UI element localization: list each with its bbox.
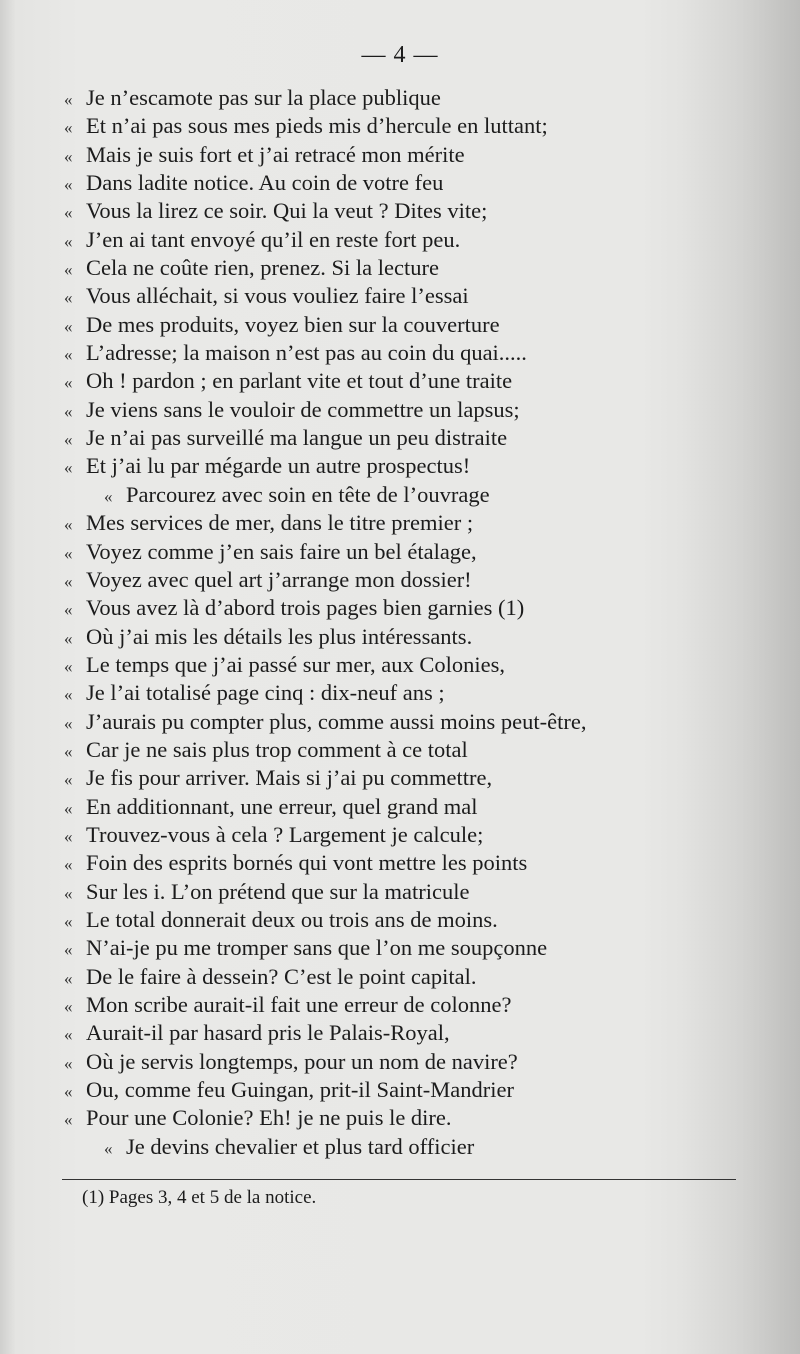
opening-quote-mark: « — [64, 543, 73, 563]
verse-text: Le temps que j’ai passé sur mer, aux Colonies, — [86, 651, 505, 677]
verse-text: Je fis pour arriver. Mais si j’ai pu commettre, — [86, 765, 493, 791]
verse-text: Aurait-il par hasard pris le Palais-Royal, — [86, 1020, 450, 1046]
verse-text: Je n’ai pas surveillé ma langue un peu distraite — [86, 425, 508, 451]
verse-text: Mais je suis fort et j’ai retracé mon mérite — [86, 141, 465, 167]
opening-quote-mark: « — [64, 940, 73, 960]
verse-line — [64, 623, 754, 651]
verse-line — [64, 1076, 754, 1104]
opening-quote-mark: « — [64, 798, 73, 818]
opening-quote-mark: « — [64, 600, 73, 620]
verse-line — [64, 424, 754, 452]
verse-line — [64, 566, 754, 594]
verse-text: Vous la lirez ce soir. Qui la veut ? Dites vite; — [86, 198, 488, 224]
verse-text: Car je ne sais plus trop comment à ce total — [86, 736, 468, 762]
opening-quote-mark: « — [64, 260, 73, 280]
opening-quote-mark: « — [64, 316, 73, 336]
verse-text: L’adresse; la maison n’est pas au coin du quai..... — [86, 340, 527, 366]
opening-quote-mark: « — [64, 345, 73, 365]
opening-quote-mark: « — [64, 656, 73, 676]
verse-line — [64, 481, 754, 509]
opening-quote-mark: « — [64, 175, 73, 195]
verse-line — [64, 849, 754, 877]
page-number: — 4 — — [361, 42, 439, 68]
verse-line — [64, 538, 754, 566]
verse-text: Ou, comme feu Guingan, prit-il Saint-Mandrier — [86, 1077, 515, 1103]
verse-text: Trouvez-vous à cela ? Largement je calcule; — [86, 821, 484, 847]
opening-quote-mark: « — [64, 1082, 73, 1102]
verse-line — [64, 311, 754, 339]
verse-line — [64, 367, 754, 395]
verse-line — [64, 793, 754, 821]
verse-text: Et j’ai lu par mégarde un autre prospectus! — [86, 453, 471, 479]
opening-quote-mark: « — [64, 146, 73, 166]
verse-text: Oh ! pardon ; en parlant vite et tout d’une traite — [86, 368, 513, 394]
verse-line — [64, 197, 754, 225]
verse-text: Je devins chevalier et plus tard officier — [126, 1133, 475, 1159]
opening-quote-mark: « — [64, 968, 73, 988]
opening-quote-mark: « — [64, 430, 73, 450]
verse-line — [64, 764, 754, 792]
verse-text: Voyez comme j’en sais faire un bel étalage, — [86, 538, 477, 564]
opening-quote-mark: « — [64, 883, 73, 903]
opening-quote-mark: « — [64, 118, 73, 138]
verse-line — [64, 282, 754, 310]
verse-line — [64, 396, 754, 424]
verse-text: Pour une Colonie? Eh! je ne puis le dire. — [86, 1105, 452, 1131]
verse-text: Vous avez là d’abord trois pages bien garnies (1) — [86, 595, 525, 621]
verse-text: Mon scribe aurait-il fait une erreur de colonne? — [86, 992, 512, 1017]
opening-quote-mark: « — [104, 1138, 113, 1158]
verse-text: Sur les i. L’on prétend que sur la matricule — [86, 878, 470, 904]
verse-line — [64, 991, 754, 1019]
opening-quote-mark: « — [64, 90, 73, 109]
verse-line — [64, 963, 754, 991]
verse-line — [64, 1048, 754, 1076]
opening-quote-mark: « — [64, 713, 73, 733]
footnote-divider — [62, 1179, 736, 1180]
verse-block — [64, 84, 754, 1161]
verse-line — [64, 651, 754, 679]
verse-line — [64, 112, 754, 140]
verse-line — [64, 1133, 754, 1161]
verse-text: Voyez avec quel art j’arrange mon dossier! — [86, 566, 472, 592]
verse-text: J’aurais pu compter plus, comme aussi moins peut-être, — [86, 708, 587, 734]
opening-quote-mark: « — [64, 458, 73, 478]
footnote: (1) Pages 3, 4 et 5 de la notice. — [82, 1187, 317, 1208]
verse-line — [64, 339, 754, 367]
verse-text: Je l’ai totalisé page cinq : dix-neuf ans ; — [86, 680, 445, 706]
opening-quote-mark: « — [64, 628, 73, 648]
verse-text: Où je servis longtemps, pour un nom de navire? — [86, 1048, 518, 1074]
verse-text: Mes services de mer, dans le titre premier ; — [86, 510, 474, 536]
verse-text: Dans ladite notice. Au coin de votre feu — [86, 170, 444, 196]
verse-text: De le faire à dessein? C’est le point capital. — [86, 963, 477, 989]
opening-quote-mark: « — [64, 571, 73, 591]
verse-text: Le total donnerait deux ou trois ans de moins. — [86, 906, 498, 932]
opening-quote-mark: « — [64, 231, 73, 251]
opening-quote-mark: « — [64, 1053, 73, 1073]
verse-line — [64, 169, 754, 197]
verse-text: Où j’ai mis les détails les plus intéressants. — [86, 623, 473, 649]
verse-text: Foin des esprits bornés qui vont mettre les points — [86, 850, 528, 876]
verse-text: Parcourez avec soin en tête de l’ouvrage — [126, 481, 490, 507]
opening-quote-mark: « — [64, 770, 73, 790]
opening-quote-mark: « — [64, 1110, 73, 1130]
verse-line — [64, 821, 754, 849]
verse-line — [64, 141, 754, 169]
opening-quote-mark: « — [64, 741, 73, 761]
verse-text: En additionnant, une erreur, quel grand mal — [86, 793, 478, 819]
opening-quote-mark: « — [64, 826, 73, 846]
verse-line — [64, 226, 754, 254]
verse-text: J’en ai tant envoyé qu’il en reste fort peu. — [86, 226, 461, 252]
verse-text: Cela ne coûte rien, prenez. Si la lecture — [86, 255, 439, 281]
verse-line — [64, 934, 754, 962]
verse-line — [64, 254, 754, 282]
verse-line — [64, 679, 754, 707]
verse-text: Vous alléchait, si vous vouliez faire l’essai — [86, 283, 469, 309]
opening-quote-mark: « — [64, 855, 73, 875]
verse-line — [64, 708, 754, 736]
verse-line — [64, 594, 754, 622]
opening-quote-mark: « — [64, 288, 73, 308]
opening-quote-mark: « — [64, 373, 73, 393]
verse-text: Je n’escamote pas sur la place publique — [86, 85, 441, 110]
verse-text: Je viens sans le vouloir de commettre un lapsus; — [86, 396, 520, 422]
opening-quote-mark: « — [64, 203, 73, 223]
opening-quote-mark: « — [64, 997, 73, 1016]
verse-line — [64, 84, 754, 112]
verse-line — [64, 736, 754, 764]
verse-line — [64, 878, 754, 906]
opening-quote-mark: « — [64, 515, 73, 535]
opening-quote-mark: « — [64, 1025, 73, 1045]
verse-line — [64, 1104, 754, 1132]
verse-text: N’ai-je pu me tromper sans que l’on me soupçonne — [86, 935, 548, 961]
verse-text: De mes produits, voyez bien sur la couverture — [86, 311, 500, 337]
verse-line — [64, 1019, 754, 1047]
verse-line — [64, 906, 754, 934]
opening-quote-mark: « — [64, 911, 73, 931]
opening-quote-mark: « — [64, 401, 73, 421]
verse-text: Et n’ai pas sous mes pieds mis d’hercule en luttant; — [86, 113, 548, 139]
opening-quote-mark: « — [64, 685, 73, 705]
opening-quote-mark: « — [104, 486, 113, 506]
verse-line — [64, 509, 754, 537]
verse-line — [64, 452, 754, 480]
